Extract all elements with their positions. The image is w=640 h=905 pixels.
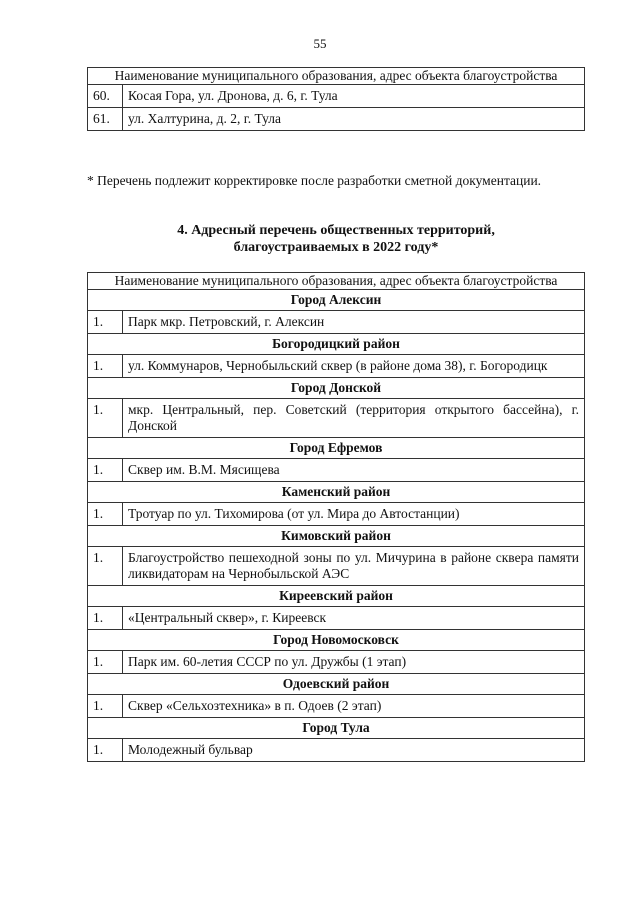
row-address: Косая Гора, ул. Дронова, д. 6, г. Тула [123, 85, 585, 108]
public-territories-table [87, 272, 585, 762]
group-title: Одоевский район [88, 674, 585, 695]
group-header-row [88, 526, 585, 547]
group-title: Киреевский район [88, 586, 585, 607]
group-title: Каменский район [88, 482, 585, 503]
section-title-line: благоустраиваемых в 2022 году* [233, 240, 439, 255]
group-title: Город Тула [88, 718, 585, 739]
row-address: «Центральный сквер», г. Киреевск [123, 607, 585, 630]
group-header-row [88, 718, 585, 739]
group-title: Город Ефремов [88, 438, 585, 459]
row-address: Парк мкр. Петровский, г. Алексин [123, 311, 585, 334]
row-number: 1. [88, 311, 123, 334]
group-header-row [88, 482, 585, 503]
row-address: мкр. Центральный, пер. Советский (территория открытого бассейна), г. Донской [123, 399, 585, 438]
table-row [88, 311, 585, 334]
row-number: 1. [88, 399, 123, 438]
table-row [88, 547, 585, 586]
row-number: 1. [88, 355, 123, 378]
row-number: 1. [88, 503, 123, 526]
group-title: Город Алексин [88, 290, 585, 311]
group-title: Кимовский район [88, 526, 585, 547]
row-address: Благоустройство пешеходной зоны по ул. Мичурина в районе сквера памяти ликвидаторам на Чернобыльской АЭС [123, 547, 585, 586]
row-address: Сквер «Сельхозтехника» в п. Одоев (2 этап) [123, 695, 585, 718]
table-header-row [88, 273, 585, 290]
row-number: 1. [88, 547, 123, 586]
row-number: 1. [88, 695, 123, 718]
row-number: 1. [88, 739, 123, 762]
group-header-row [88, 674, 585, 695]
group-header-row [88, 630, 585, 651]
group-header-row [88, 290, 585, 311]
row-number: 1. [88, 459, 123, 482]
objects-table-continued [87, 67, 585, 131]
group-header-row [88, 586, 585, 607]
row-address: ул. Коммунаров, Чернобыльский сквер (в районе дома 38), г. Богородицк [123, 355, 585, 378]
table-row [88, 651, 585, 674]
page-number: 55 [313, 36, 327, 51]
section-title [87, 222, 585, 256]
table-row [88, 355, 585, 378]
table-row [88, 399, 585, 438]
table-row [88, 695, 585, 718]
row-number: 1. [88, 651, 123, 674]
row-address: Молодежный бульвар [123, 739, 585, 762]
table-row [88, 459, 585, 482]
group-header-row [88, 334, 585, 355]
group-title: Город Новомосковск [88, 630, 585, 651]
row-number: 61. [88, 108, 123, 131]
group-header-row [88, 438, 585, 459]
table-header: Наименование муниципального образования, адрес объекта благоустройства [88, 68, 585, 85]
group-header-row [88, 378, 585, 399]
group-title: Город Донской [88, 378, 585, 399]
row-address: Парк им. 60-летия СССР по ул. Дружбы (1 этап) [123, 651, 585, 674]
table-header-row [88, 68, 585, 85]
row-address: ул. Халтурина, д. 2, г. Тула [123, 108, 585, 131]
row-number: 1. [88, 607, 123, 630]
table-row [88, 739, 585, 762]
row-number: 60. [88, 85, 123, 108]
table-row [88, 108, 585, 131]
row-address: Тротуар по ул. Тихомирова (от ул. Мира до Автостанции) [123, 503, 585, 526]
table-header: Наименование муниципального образования, адрес объекта благоустройства [88, 273, 585, 290]
section-title-line: 4. Адресный перечень общественных территорий, [177, 223, 495, 238]
group-title: Богородицкий район [88, 334, 585, 355]
table-row [88, 607, 585, 630]
footnote: * Перечень подлежит корректировке после разработки сметной документации. [87, 173, 542, 188]
table-row [88, 85, 585, 108]
row-address: Сквер им. В.М. Мясищева [123, 459, 585, 482]
table-row [88, 503, 585, 526]
